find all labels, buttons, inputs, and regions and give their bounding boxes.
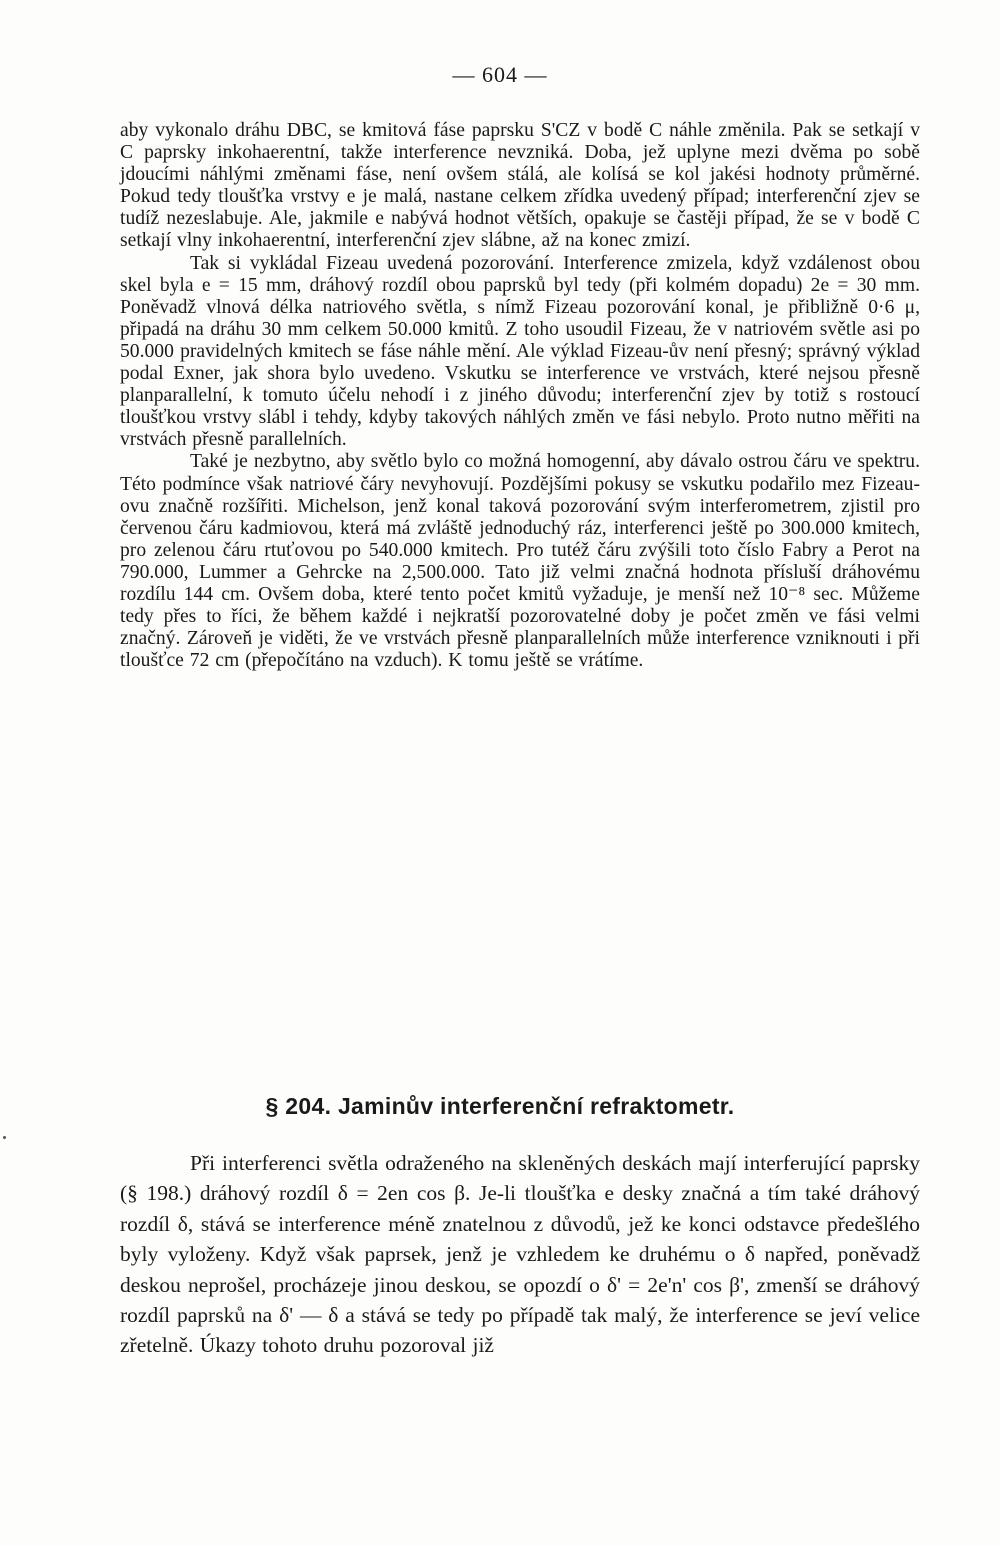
section-heading: § 204. Jaminův interferenční refraktometr. xyxy=(265,1093,735,1119)
paragraph: Při interferenci světla odraženého na skleněných deskách mají interferující paprsky (§ 198.) dráhový rozdíl δ = 2en cos β. Je-li tloušťka e desky značná a tím také dráhový rozdíl δ, stává se interference méně znatelnou z důvodů, jež ke konci odstavce předešlého byly vyloženy. Když však paprsek, jenž je vzhledem ke druhému o δ napřed, poněvadž deskou neprošel, procházeje jinou deskou, se opozdí o δ' = 2e'n' cos β', zmenší se dráhový rozdíl paprsků na δ' — δ a stává se tedy po případě tak malý, že interference se jeví velice zřetelně. Úkazy tohoto druhu pozoroval již xyxy=(120,1151,920,1358)
body-text xyxy=(120,120,920,672)
paragraph: Také je nezbytno, aby světlo bylo co možná homogenní, aby dávalo ostrou čáru ve spektru. Této podmínce však natriové čáry nevyhovují. Pozdějšími pokusy se vskutku podařilo mez Fizeau-ovu značně rozšířiti. Michelson, jenž konal taková pozorování svým interferometrem, zjistil pro červenou čáru kadmiovou, která má zvláště jednoduchý ráz, interferenci ještě po 300.000 kmitech, pro zelenou čáru rtuťovou po 540.000 kmitech. Pro tutéž čáru zvýšili toto číslo Fabry a Perot na 790.000, Lummer a Gehrcke na 2,500.000. Tato již velmi značná hodnota přísluší dráhovému rozdílu 144 cm. Ovšem doba, které tento počet kmitů vyžaduje, je menší než 10⁻⁸ sec. Můžeme tedy přes to říci, že během každé i nejkratší pozorovatelné doby je počet změn ve fási velmi značný. Zároveň je viděti, že ve vrstvách přesně planparallelních může interference vzniknouti i při tloušťce 72 cm (přepočítáno na vzduch). K tomu ještě se vrátíme. xyxy=(120,451,920,672)
section-body xyxy=(120,1148,920,1361)
paragraph: Tak si vykládal Fizeau uvedená pozorování. Interference zmizela, když vzdálenost obou skel byla e = 15 mm, dráhový rozdíl obou paprsků byl tedy (při kolmém dopadu) 2e = 30 mm. Poněvadž vlnová délka natriového světla, s nímž Fizeau pozorování konal, je přibližně 0·6 μ, připadá na dráhu 30 mm celkem 50.000 kmitů. Z toho usoudil Fizeau, že v natriovém světle asi po 50.000 pravidelných kmitech se fáse náhle mění. Ale výklad Fizeau-ův není přesný; správný výklad podal Exner, jak shora bylo uvedeno. Vskutku se interference ve vrstvách, které nejsou přesně planparallelní, k tomuto účelu nehodí i z jiného důvodu; interferenční zjev by totiž s rostoucí tloušťkou vrstvy slábl i tehdy, kdyby takových náhlých změn ve fási nebylo. Proto nutno měřiti na vrstvách přesně parallelních. xyxy=(120,252,920,451)
paragraph: aby vykonalo dráhu DBC, se kmitová fáse paprsku S'CZ v bodě C náhle změnila. Pak se setkají v C paprsky inkohaerentní, takže interference nevzniká. Doba, jež uplyne mezi dvěma po sobě jdoucími náhlými změnami fáse, není ovšem stálá, ale kolísá se kol jakési hodnoty průměrné. Pokud tedy tloušťka vrstvy e je malá, nastane celkem zřídka uvedený případ; interferenční zjev se tudíž nezeslabuje. Ale, jakmile e nabývá hodnot větších, opakuje se častěji případ, že se v bodě C setkají vlny inkohaerentní, interferenční zjev slábne, až na konec zmizí. xyxy=(120,120,920,252)
scan-speck xyxy=(3,1136,6,1139)
page-number: — 604 — xyxy=(452,62,548,87)
